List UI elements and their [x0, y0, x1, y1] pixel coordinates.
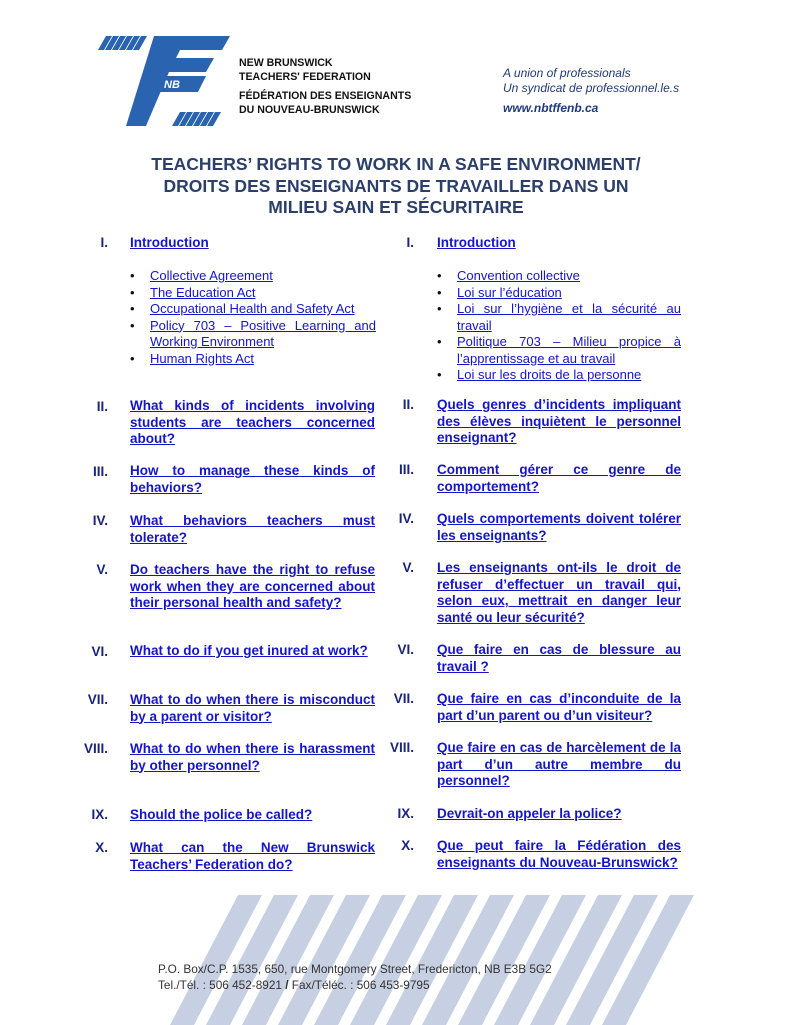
org-name-fr-1: FÉDÉRATION DES ENSEIGNANTS [239, 90, 412, 102]
section-number: VI. [91, 644, 108, 659]
org-name-en-2: TEACHERS' FEDERATION [239, 70, 371, 83]
phone-number: Tel./Tél. : 506 452-8921 [158, 978, 286, 992]
section-number: II. [402, 397, 414, 412]
website-link[interactable]: www.nbtffenb.ca [503, 101, 599, 115]
section-number: IV. [92, 513, 108, 528]
footer-address [158, 961, 552, 993]
section-link-fr-9[interactable]: Devrait-on appeler la police? [437, 806, 622, 821]
intro-link[interactable]: Human Rights Act [150, 350, 255, 366]
title-line-2: DROITS DES ENSEIGNANTS DE TRAVAILLER DANS UN [163, 175, 629, 196]
intro-link[interactable]: Loi sur l’hygiène et la sécurité au travail [457, 301, 681, 333]
section-number: I. [406, 235, 414, 250]
intro-link[interactable]: Convention collective [457, 268, 580, 283]
section-link-en-6[interactable]: What to do if you get inured at work? [130, 643, 368, 658]
section-link-en-4[interactable]: What behaviors teachers must tolerate? [130, 513, 375, 545]
section-link-en-1[interactable]: Introduction [130, 235, 209, 250]
logo-nb-text: NB [164, 79, 180, 91]
section-number: II. [96, 399, 108, 414]
section-number: III. [398, 462, 414, 477]
section-number: VII. [87, 692, 108, 707]
list-item: • The Education Act [130, 284, 256, 300]
section-number: VIII. [389, 740, 414, 755]
intro-link[interactable]: Collective Agreement [150, 268, 273, 283]
section-number: X. [95, 840, 108, 855]
section-link-en-9[interactable]: Should the police be called? [130, 807, 313, 822]
intro-link[interactable]: Loi sur les droits de la personne [457, 367, 642, 382]
title-line-3: MILIEU SAIN ET SÉCURITAIRE [268, 197, 524, 217]
section-number: IX. [91, 807, 108, 822]
section-number: III. [92, 464, 108, 479]
nbtf-logo [96, 34, 230, 130]
section-link-en-7[interactable]: What to do when there is misconduct by a parent or visitor? [130, 692, 375, 724]
fax-number: Fax/Téléc. : 506 453-9795 [288, 978, 430, 992]
intro-link[interactable]: The Education Act [150, 284, 256, 300]
organization-name [239, 57, 411, 117]
section-link-fr-8[interactable]: Que faire en cas de harcèlement de la part d’un autre membre du personnel? [437, 740, 681, 788]
intro-link[interactable]: Loi sur l’éducation [457, 284, 562, 300]
section-link-en-2[interactable]: What kinds of incidents involving students are teachers concerned about? [130, 398, 375, 446]
section-number: VI. [397, 642, 414, 657]
section-link-en-8[interactable]: What to do when there is harassment by other personnel? [130, 741, 375, 773]
footer-stripes-decoration [150, 895, 710, 1025]
contact-line [158, 977, 552, 993]
section-link-fr-4[interactable]: Quels comportements doivent tolérer les enseignants? [437, 511, 681, 543]
title-line-1: TEACHERS’ RIGHTS TO WORK IN A SAFE ENVIRONMENT/ [151, 154, 641, 174]
address-line: P.O. Box/C.P. 1535, 650, rue Montgomery Street, Fredericton, NB E3B 5G2 [158, 962, 552, 976]
section-number: IV. [398, 511, 414, 526]
org-name-en-1: NEW BRUNSWICK [239, 57, 333, 69]
section-number: X. [401, 838, 414, 853]
section-link-fr-2[interactable]: Quels genres d’incidents impliquant des élèves inquiètent le personnel enseignant? [437, 397, 681, 445]
separator: / [285, 978, 289, 992]
section-number: I. [100, 235, 108, 250]
section-number: V. [402, 560, 414, 575]
intro-list-fr [437, 268, 681, 384]
section-link-fr-10[interactable]: Que peut faire la Fédération des enseignants du Nouveau-Brunswick? [437, 838, 681, 870]
intro-link[interactable]: Politique 703 – Milieu propice à l’apprentissage et au travail [457, 334, 681, 366]
section-number: VII. [393, 691, 414, 706]
intro-link[interactable]: Occupational Health and Safety Act [150, 301, 355, 316]
section-link-en-10[interactable]: What can the New Brunswick Teachers’ Federation do? [130, 840, 375, 872]
section-link-fr-3[interactable]: Comment gérer ce genre de comportement? [437, 462, 681, 494]
list-item: • Human Rights Act [130, 350, 255, 366]
section-number: VIII. [83, 741, 108, 756]
list-item: • Politique 703 – Milieu propice à l’apprentissage et au travail [437, 334, 681, 366]
document-title [90, 154, 702, 219]
section-link-fr-1[interactable]: Introduction [437, 235, 516, 250]
list-item: • Collective Agreement [130, 268, 273, 283]
section-number: V. [96, 562, 108, 577]
section-link-fr-5[interactable]: Les enseignants ont-ils le droit de refuser d’effectuer un travail qui, selon eux, mettrait en danger leur santé ou leur sécurité? [437, 560, 681, 625]
tagline-en: A union of professionals [503, 66, 631, 80]
section-link-fr-6[interactable]: Que faire en cas de blessure au travail ? [437, 642, 681, 674]
list-item: • Convention collective [437, 268, 580, 283]
section-link-en-3[interactable]: How to manage these kinds of behaviors? [130, 463, 375, 495]
list-item: • Loi sur l’éducation [437, 284, 562, 300]
list-item: • Occupational Health and Safety Act [130, 301, 355, 316]
intro-list-en [130, 268, 376, 367]
section-number: IX. [397, 806, 414, 821]
section-link-en-5[interactable]: Do teachers have the right to refuse work when they are concerned about their personal health and safety? [130, 562, 375, 610]
list-item: • Policy 703 – Positive Learning and Working Environment [130, 317, 376, 349]
tagline-block [503, 66, 679, 116]
section-link-fr-7[interactable]: Que faire en cas d’inconduite de la part d’un parent ou d’un visiteur? [437, 691, 681, 723]
org-name-fr-2: DU NOUVEAU-BRUNSWICK [239, 103, 380, 116]
tagline-fr: Un syndicat de professionnel.le.s [503, 81, 680, 95]
list-item: • Loi sur l’hygiène et la sécurité au travail [437, 301, 681, 333]
intro-link[interactable]: Policy 703 – Positive Learning and Working Environment [150, 317, 376, 349]
list-item: • Loi sur les droits de la personne [437, 367, 642, 382]
